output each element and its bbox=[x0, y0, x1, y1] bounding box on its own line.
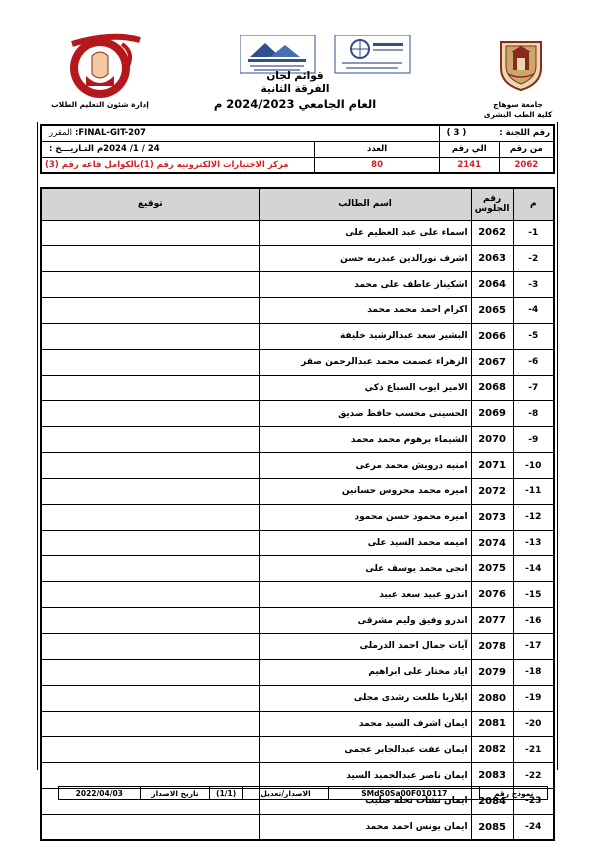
seat-number: 2068 bbox=[471, 375, 513, 401]
table-row bbox=[41, 323, 554, 349]
seat-number: 2079 bbox=[471, 659, 513, 685]
frame-left-line bbox=[37, 122, 39, 770]
table-row bbox=[41, 659, 554, 685]
student-name: اميره محمد محروس حسانين bbox=[259, 478, 471, 504]
students-table-header bbox=[41, 188, 554, 220]
signature-field[interactable] bbox=[41, 401, 259, 427]
row-index: 15- bbox=[513, 582, 554, 608]
edition-value: (1/1) bbox=[210, 787, 243, 800]
university-crest-icon bbox=[496, 38, 546, 92]
row-index: 1- bbox=[513, 220, 554, 246]
row-index: 17- bbox=[513, 634, 554, 660]
student-name: ايمان يونس احمد محمد bbox=[259, 814, 471, 840]
row-index: 13- bbox=[513, 530, 554, 556]
seat-number: 2066 bbox=[471, 323, 513, 349]
seat-number: 2073 bbox=[471, 504, 513, 530]
row-index: 6- bbox=[513, 349, 554, 375]
row-index: 12- bbox=[513, 504, 554, 530]
signature-field[interactable] bbox=[41, 814, 259, 840]
header-student-name: اسم الطالب bbox=[259, 188, 471, 220]
signature-field[interactable] bbox=[41, 246, 259, 272]
to-label: الي رقم bbox=[439, 141, 499, 157]
seat-number: 2083 bbox=[471, 763, 513, 789]
row-index: 3- bbox=[513, 272, 554, 298]
row-index: 2- bbox=[513, 246, 554, 272]
row-index: 16- bbox=[513, 608, 554, 634]
header-seat-number: رقم الجلوس bbox=[471, 188, 513, 220]
row-index: 21- bbox=[513, 737, 554, 763]
title-line-1: قوائم لجان bbox=[266, 70, 324, 82]
signature-field[interactable] bbox=[41, 659, 259, 685]
table-row bbox=[41, 556, 554, 582]
seat-number: 2065 bbox=[471, 298, 513, 324]
student-name: اميره محمود حسن محمود bbox=[259, 504, 471, 530]
signature-field[interactable] bbox=[41, 220, 259, 246]
from-label: من رقم bbox=[499, 141, 554, 157]
student-name: الامير ايوب السباع ذكي bbox=[259, 375, 471, 401]
issue-date-value: 2022/04/03 bbox=[59, 787, 141, 800]
table-row bbox=[41, 504, 554, 530]
form-number-label: نموذج رقم bbox=[480, 787, 548, 800]
student-name: آيات جمال احمد الدرملى bbox=[259, 634, 471, 660]
title-line-3: العام الجامعي 2024/2023 م bbox=[213, 97, 377, 111]
faculty-name: كلية الطب البشرى bbox=[483, 110, 553, 119]
signature-field[interactable] bbox=[41, 711, 259, 737]
edition-label: الاصدار/تعديل bbox=[242, 787, 328, 800]
seat-number: 2085 bbox=[471, 814, 513, 840]
seat-number: 2067 bbox=[471, 349, 513, 375]
signature-field[interactable] bbox=[41, 453, 259, 479]
form-footer bbox=[58, 786, 548, 800]
form-number-value: SMdS0Sa00F010117 bbox=[329, 787, 480, 800]
student-name: اياد مختار على ابراهيم bbox=[259, 659, 471, 685]
table-row bbox=[41, 349, 554, 375]
frame-right-line bbox=[556, 122, 558, 770]
signature-field[interactable] bbox=[41, 504, 259, 530]
students-table-body bbox=[41, 220, 554, 840]
table-row bbox=[41, 530, 554, 556]
committee-value: ( 3 ) bbox=[446, 128, 467, 139]
row-index: 7- bbox=[513, 375, 554, 401]
signature-field[interactable] bbox=[41, 634, 259, 660]
seat-number: 2078 bbox=[471, 634, 513, 660]
title-line-2: الفرقة الثانية bbox=[260, 83, 330, 95]
student-name: الشيماء برهوم محمد محمد bbox=[259, 427, 471, 453]
administration-logo-icon bbox=[52, 30, 148, 100]
student-name: اكرام احمد محمد محمد bbox=[259, 298, 471, 324]
students-table bbox=[40, 187, 555, 841]
seat-number: 2062 bbox=[471, 220, 513, 246]
student-name: ايلاريا طلعت رشدى مجلى bbox=[259, 685, 471, 711]
from-value: 2062 bbox=[499, 157, 554, 173]
administration-name: إدارة شئون التعليم الطلاب bbox=[51, 100, 149, 109]
signature-field[interactable] bbox=[41, 763, 259, 789]
seat-number: 2071 bbox=[471, 453, 513, 479]
table-row bbox=[41, 582, 554, 608]
table-row bbox=[41, 220, 554, 246]
student-name: ايمان اشرف السيد محمد bbox=[259, 711, 471, 737]
row-index: 23- bbox=[513, 789, 554, 815]
table-row bbox=[41, 272, 554, 298]
signature-field[interactable] bbox=[41, 530, 259, 556]
signature-field[interactable] bbox=[41, 323, 259, 349]
signature-field[interactable] bbox=[41, 685, 259, 711]
seat-number: 2082 bbox=[471, 737, 513, 763]
seat-number: 2063 bbox=[471, 246, 513, 272]
committee-label: رقم اللجنة : bbox=[499, 128, 550, 139]
student-name: الحسينى محسب حافظ صديق bbox=[259, 401, 471, 427]
row-index: 22- bbox=[513, 763, 554, 789]
certification-logos-icon bbox=[240, 35, 430, 75]
row-index: 24- bbox=[513, 814, 554, 840]
seat-number: 2070 bbox=[471, 427, 513, 453]
student-name: الزهراء عصمت محمد عبدالرحمن صقر bbox=[259, 349, 471, 375]
student-name: ايمان ناصر عبدالحميد السيد bbox=[259, 763, 471, 789]
table-row bbox=[41, 478, 554, 504]
date-value: 24 / 1/ 2024م bbox=[96, 144, 160, 154]
to-value: 2141 bbox=[439, 157, 499, 173]
row-index: 19- bbox=[513, 685, 554, 711]
table-row bbox=[41, 401, 554, 427]
table-row bbox=[41, 246, 554, 272]
signature-field[interactable] bbox=[41, 608, 259, 634]
date-label: التـاريـــخ : bbox=[49, 144, 94, 154]
signature-field[interactable] bbox=[41, 298, 259, 324]
student-name: اندرو وفيق وليم مشرقى bbox=[259, 608, 471, 634]
student-name: اشرف نورالدين عبدربه حسن bbox=[259, 246, 471, 272]
count-value: 80 bbox=[315, 157, 439, 173]
university-name: جامعة سوهاج bbox=[493, 100, 543, 109]
row-index: 9- bbox=[513, 427, 554, 453]
student-name: انجى محمد يوسف على bbox=[259, 556, 471, 582]
signature-field[interactable] bbox=[41, 375, 259, 401]
seat-number: 2080 bbox=[471, 685, 513, 711]
seat-number: 2077 bbox=[471, 608, 513, 634]
header-signature: توقيع bbox=[41, 188, 259, 220]
page-header bbox=[40, 30, 560, 122]
seat-number: 2076 bbox=[471, 582, 513, 608]
exam-location: مركز الاختبارات الالكترونيه رقم (1)بالكوامل قاعه رقم (3) bbox=[41, 157, 315, 173]
row-index: 20- bbox=[513, 711, 554, 737]
student-name: ايمان عفت عبدالجابر عجمى bbox=[259, 737, 471, 763]
signature-field[interactable] bbox=[41, 556, 259, 582]
student-name: اميمه محمد السيد على bbox=[259, 530, 471, 556]
table-row bbox=[41, 298, 554, 324]
signature-field[interactable] bbox=[41, 478, 259, 504]
seat-number: 2069 bbox=[471, 401, 513, 427]
document-title-block bbox=[200, 70, 390, 112]
table-row bbox=[41, 685, 554, 711]
table-row bbox=[41, 711, 554, 737]
student-name: ايمان نشات نخله صليب bbox=[259, 789, 471, 815]
university-name-block bbox=[476, 100, 560, 120]
seat-number: 2072 bbox=[471, 478, 513, 504]
seat-number: 2074 bbox=[471, 530, 513, 556]
table-row bbox=[41, 763, 554, 789]
table-row bbox=[41, 608, 554, 634]
row-index: 18- bbox=[513, 659, 554, 685]
signature-field[interactable] bbox=[41, 427, 259, 453]
table-row bbox=[41, 427, 554, 453]
signature-field[interactable] bbox=[41, 582, 259, 608]
row-index: 14- bbox=[513, 556, 554, 582]
count-label: العدد bbox=[315, 141, 439, 157]
row-index: 5- bbox=[513, 323, 554, 349]
date-cell bbox=[41, 141, 315, 157]
row-index: 4- bbox=[513, 298, 554, 324]
signature-field[interactable] bbox=[41, 737, 259, 763]
student-name: البشير سعد عبدالرشيد خليفة bbox=[259, 323, 471, 349]
course-label: المقرر bbox=[49, 128, 72, 139]
header-index: م bbox=[513, 188, 554, 220]
seat-number: 2064 bbox=[471, 272, 513, 298]
student-name: اشكيناز عاطف على محمد bbox=[259, 272, 471, 298]
course-cell bbox=[41, 125, 439, 141]
issue-date-label: تاريخ الاصدار bbox=[140, 787, 210, 800]
table-row bbox=[41, 814, 554, 840]
table-row bbox=[41, 634, 554, 660]
row-index: 10- bbox=[513, 453, 554, 479]
seat-number: 2075 bbox=[471, 556, 513, 582]
row-index: 8- bbox=[513, 401, 554, 427]
seat-number: 2084 bbox=[471, 789, 513, 815]
signature-field[interactable] bbox=[41, 272, 259, 298]
course-value: FINAL-GIT-207: bbox=[74, 128, 146, 139]
committee-info-table bbox=[40, 124, 555, 174]
row-index: 11- bbox=[513, 478, 554, 504]
seat-number: 2081 bbox=[471, 711, 513, 737]
table-row bbox=[41, 737, 554, 763]
student-name: امنيه درويش محمد مرعى bbox=[259, 453, 471, 479]
committee-number-cell bbox=[439, 125, 554, 141]
table-row bbox=[41, 453, 554, 479]
table-row bbox=[41, 375, 554, 401]
student-name: اسماء على عبد العظيم على bbox=[259, 220, 471, 246]
signature-field[interactable] bbox=[41, 349, 259, 375]
student-name: اندرو عبيد سعد عبيد bbox=[259, 582, 471, 608]
